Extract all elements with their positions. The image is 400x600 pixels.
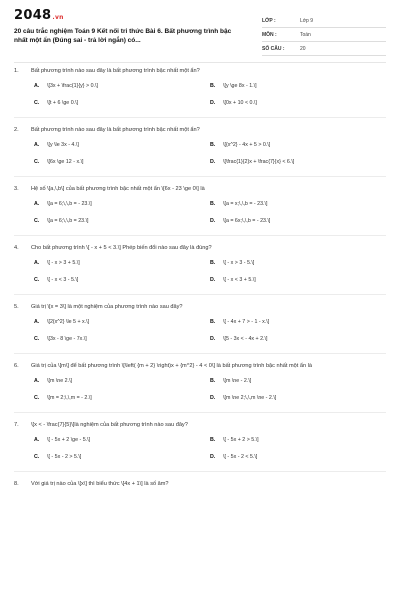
answer-option[interactable] — [34, 218, 210, 225]
option-text: \[m \ne - 2.\] — [223, 378, 252, 384]
question-divider — [14, 294, 386, 295]
option-letter: A. — [34, 83, 40, 89]
answer-options — [34, 260, 386, 284]
question-item — [14, 126, 386, 166]
option-letter: D. — [210, 336, 216, 342]
answer-option[interactable] — [210, 159, 386, 166]
question-line — [14, 126, 386, 134]
option-text: \[\frac{1}{2}x + \frac{7}{x} < 6.\] — [223, 159, 295, 165]
meta-table — [262, 14, 386, 56]
option-letter: C. — [34, 100, 40, 106]
option-text: \[y \ge 8x - 1.\] — [223, 83, 257, 89]
question-line — [14, 244, 386, 252]
question-text: Bất phương trình nào sau đây là bất phương trình bậc nhất một ẩn? — [31, 127, 200, 133]
answer-option[interactable] — [210, 260, 386, 267]
question-line — [14, 185, 386, 193]
option-letter: D. — [210, 100, 216, 106]
question-line — [14, 67, 386, 75]
question-item — [14, 421, 386, 461]
question-number: 2. — [14, 127, 19, 133]
option-letter: B. — [210, 437, 216, 443]
answer-option[interactable] — [210, 336, 386, 343]
meta-row-subject — [262, 28, 386, 42]
option-letter: A. — [34, 437, 40, 443]
option-text: \[ - x < 3 + 5.\] — [223, 277, 256, 283]
question-number: 4. — [14, 245, 19, 251]
answer-option[interactable] — [34, 277, 210, 284]
option-text: \[ - 5x + 2 > 5.\] — [223, 437, 259, 443]
option-text: \[ - 5x - 2 > 5.\] — [47, 454, 82, 460]
option-letter: D. — [210, 395, 216, 401]
question-text: Cho bất phương trình \[ - x + 5 < 3.\] Phép biến đổi nào sau đây là đúng? — [31, 245, 212, 251]
option-text: \[m \ne 2.\] — [47, 378, 73, 384]
answer-option[interactable] — [210, 277, 386, 284]
option-letter: C. — [34, 454, 40, 460]
answer-option[interactable] — [210, 218, 386, 225]
answer-options — [34, 201, 386, 225]
answer-options — [34, 319, 386, 343]
option-text: \[2{x^2} \le 5 + x.\] — [47, 319, 90, 325]
logo-main: 2048 — [14, 8, 52, 23]
option-letter: A. — [34, 378, 40, 384]
option-text: \[3x + \frac{1}{y} > 0.\] — [47, 83, 98, 89]
option-letter: A. — [34, 201, 40, 207]
option-text: \[a = x;\,\,b = - 23.\] — [223, 201, 268, 207]
header-left — [14, 8, 240, 56]
meta-row-count — [262, 42, 386, 56]
option-letter: A. — [34, 260, 40, 266]
option-letter: B. — [210, 201, 216, 207]
answer-option[interactable] — [210, 142, 386, 149]
meta-value: Lớp 9 — [300, 17, 314, 24]
answer-option[interactable] — [210, 319, 386, 326]
question-divider — [14, 235, 386, 236]
answer-option[interactable] — [34, 395, 210, 402]
option-text: \[ - x > 3 - 5.\] — [223, 260, 255, 266]
header-divider — [14, 62, 386, 63]
question-text: Với giá trị nào của \[x\] thì biểu thức \[4x + 1\] là số âm? — [31, 481, 169, 487]
option-letter: C. — [34, 218, 40, 224]
answer-option[interactable] — [34, 100, 210, 107]
option-letter: D. — [210, 218, 216, 224]
question-text: Bất phương trình nào sau đây là bất phương trình bậc nhất một ẩn? — [31, 68, 200, 74]
question-number: 1. — [14, 68, 19, 74]
option-text: \[t + 6 \ge 0.\] — [47, 100, 79, 106]
question-number: 3. — [14, 186, 19, 192]
logo-domain: .vn — [52, 14, 64, 21]
option-text: \[a = 6;\,\,b = 23.\] — [47, 218, 89, 224]
question-divider — [14, 471, 386, 472]
answer-option[interactable] — [34, 336, 210, 343]
question-text: Giá trị \[x = 3\] là một nghiệm của phương trình nào sau đây? — [31, 304, 183, 310]
meta-value: Toán — [300, 31, 311, 38]
option-text: \[a = 6x;\,\,b = - 23.\] — [223, 218, 271, 224]
question-item — [14, 244, 386, 284]
option-text: \[3x - 8 \ge - 7x.\] — [47, 336, 87, 342]
question-line — [14, 480, 386, 488]
question-line — [14, 362, 386, 370]
question-line — [14, 303, 386, 311]
header — [14, 0, 386, 56]
question-divider — [14, 412, 386, 413]
meta-row-grade — [262, 14, 386, 28]
document-title: 20 câu trắc nghiệm Toán 9 Kết nối tri thức Bài 6. Bất phương trình bậc nhất một ẩn (Đúng sai - trả lời ngắn) có... — [14, 28, 232, 44]
question-item — [14, 67, 386, 107]
question-number: 8. — [14, 481, 19, 487]
question-text: \[x < - \frac{7}{5}\]là nghiệm của bất phương trình nào sau đây? — [31, 422, 188, 428]
option-letter: B. — [210, 83, 216, 89]
option-text: \[a = 6;\,\,b = - 23.\] — [47, 201, 92, 207]
option-letter: C. — [34, 277, 40, 283]
option-letter: C. — [34, 395, 40, 401]
option-text: \[ - 5x - 2 < 5.\] — [223, 454, 258, 460]
option-text: \[ - 5x + 2 \ge - 5.\] — [47, 437, 91, 443]
answer-option[interactable] — [210, 454, 386, 461]
meta-value: 20 — [300, 45, 306, 52]
meta-key: SỐ CÂU : — [262, 45, 285, 52]
answer-option[interactable] — [34, 83, 210, 90]
answer-options — [34, 142, 386, 166]
question-item — [14, 362, 386, 402]
question-number: 5. — [14, 304, 19, 310]
question-item — [14, 303, 386, 343]
answer-options — [34, 437, 386, 461]
question-divider — [14, 117, 386, 118]
option-letter: A. — [34, 142, 40, 148]
answer-option[interactable] — [34, 378, 210, 385]
option-letter: D. — [210, 277, 216, 283]
site-logo[interactable] — [14, 8, 240, 23]
question-item — [14, 185, 386, 225]
option-letter: B. — [210, 319, 216, 325]
option-text: \[{x^2} - 4x + 5 > 0.\] — [223, 142, 271, 148]
answer-options — [34, 83, 386, 107]
question-list — [14, 67, 386, 488]
answer-option[interactable] — [34, 319, 210, 326]
option-letter: C. — [34, 159, 40, 165]
option-text: \[ - 4x + 7 > - 1 - x.\] — [223, 319, 270, 325]
option-text: \[5 - 3x < - 4x + 2.\] — [223, 336, 268, 342]
question-text: Giá trị của \[m\] để bất phương trình \[\left( {m + 2} \right)x + {m^2} - 4 < 0\] là bất phương trình bậc nhất một ẩn là — [31, 363, 312, 369]
answer-option[interactable] — [34, 437, 210, 444]
option-text: \[m = 2;\,\,m = - 2.\] — [47, 395, 92, 401]
question-number: 7. — [14, 422, 19, 428]
option-letter: D. — [210, 159, 216, 165]
question-text: Hệ số \[a,\,b\] của bất phương trình bậc nhất một ẩn \[6x - 23 \ge 0\] là — [31, 186, 205, 192]
question-item — [14, 480, 386, 488]
option-text: \[ - x > 3 + 5.\] — [47, 260, 80, 266]
answer-option[interactable] — [34, 142, 210, 149]
option-letter: B. — [210, 378, 216, 384]
answer-options — [34, 378, 386, 402]
option-text: \[6x \ge 12 - x.\] — [47, 159, 84, 165]
option-text: \[0x + 10 < 0.\] — [223, 100, 257, 106]
question-divider — [14, 176, 386, 177]
question-number: 6. — [14, 363, 19, 369]
option-letter: B. — [210, 142, 216, 148]
answer-option[interactable] — [210, 395, 386, 402]
answer-option[interactable] — [210, 100, 386, 107]
answer-option[interactable] — [210, 378, 386, 385]
meta-key: LỚP : — [262, 17, 276, 24]
answer-option[interactable] — [34, 454, 210, 461]
answer-option[interactable] — [210, 201, 386, 208]
answer-option[interactable] — [210, 83, 386, 90]
option-letter: D. — [210, 454, 216, 460]
option-text: \[ - x < 3 - 5.\] — [47, 277, 79, 283]
option-letter: A. — [34, 319, 40, 325]
meta-key: MÔN : — [262, 31, 277, 38]
question-line — [14, 421, 386, 429]
answer-option[interactable] — [34, 260, 210, 267]
option-text: \[y \le 3x - 4.\] — [47, 142, 79, 148]
answer-option[interactable] — [34, 201, 210, 208]
option-letter: B. — [210, 260, 216, 266]
option-text: \[m \ne 2;\,\,m \ne - 2.\] — [223, 395, 277, 401]
answer-option[interactable] — [210, 437, 386, 444]
question-divider — [14, 353, 386, 354]
option-letter: C. — [34, 336, 40, 342]
answer-option[interactable] — [34, 159, 210, 166]
